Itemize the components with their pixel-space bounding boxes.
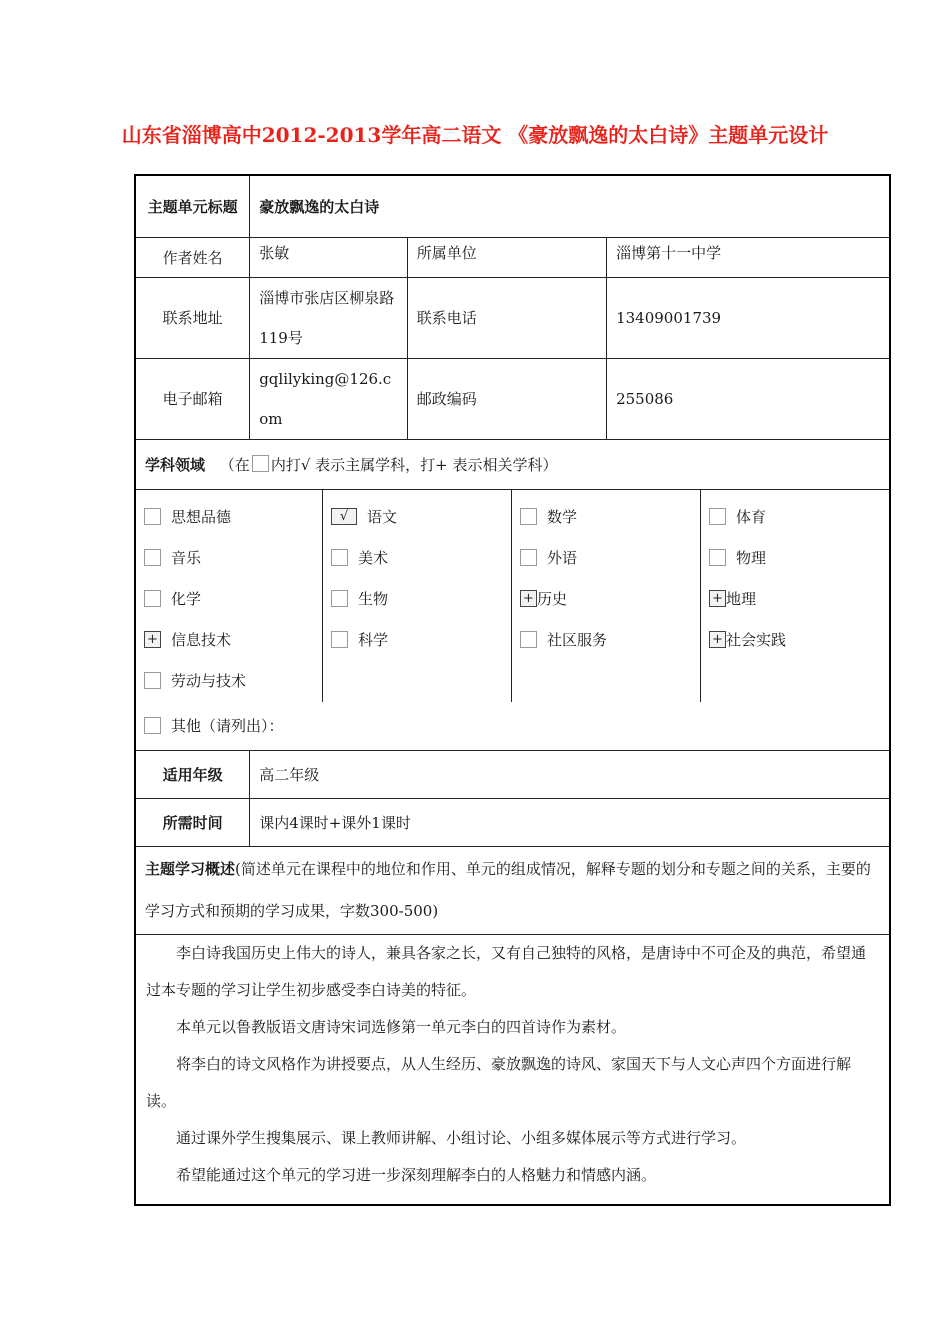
- subject-item: [512, 496, 700, 537]
- subject-item: [136, 496, 322, 537]
- subject-item: [701, 619, 889, 660]
- subject-label: 科学: [358, 630, 389, 649]
- overview-hint: (简述单元在课程中的地位和作用、单元的组成情况，解释专题的划分和专题之间的关系，主要的学习方式和预期的学习成果，字数300-500): [145, 860, 871, 920]
- subject-item: [323, 578, 511, 619]
- time-value: 课内4课时+课外1课时: [250, 798, 890, 846]
- subject-label: 地理: [726, 589, 757, 608]
- unit-title-value: 豪放飘逸的太白诗: [250, 175, 890, 237]
- phone-label: 联系电话: [407, 277, 606, 358]
- subject-label: 美术: [358, 548, 389, 567]
- subject-label: 物理: [736, 548, 767, 567]
- subject-checkbox[interactable]: [709, 508, 726, 525]
- subject-item: [323, 496, 511, 537]
- subject-checkbox[interactable]: [520, 549, 537, 566]
- subject-item: [512, 619, 700, 660]
- email-label: 电子邮箱: [135, 358, 250, 439]
- subject-item: [136, 619, 322, 660]
- address-label: 联系地址: [135, 277, 250, 358]
- org-label: 所属单位: [407, 237, 606, 277]
- subject-column: [700, 490, 889, 702]
- overview-paragraph: 将李白的诗文风格作为讲授要点，从人生经历、豪放飘逸的诗风、家国天下与人文心声四个方面进行解读。: [146, 1054, 852, 1110]
- subject-item: [701, 578, 889, 619]
- grade-value: 高二年级: [250, 750, 890, 798]
- subject-label: 数学: [547, 507, 578, 526]
- time-label: 所需时间: [135, 798, 250, 846]
- subject-label: 体育: [736, 507, 767, 526]
- subject-hint-pre: （在: [219, 455, 250, 474]
- unit-title-label: 主题单元标题: [135, 175, 250, 237]
- subject-checkbox[interactable]: [144, 590, 161, 607]
- subject-label: 化学: [171, 589, 202, 608]
- checkbox-icon: [252, 455, 269, 472]
- subject-item: [701, 496, 889, 537]
- subject-label: 社会实践: [726, 630, 787, 649]
- overview-paragraph: 本单元以鲁教版语文唐诗宋词选修第一单元李白的四首诗作为素材。: [176, 1017, 627, 1036]
- subject-item: [136, 578, 322, 619]
- subject-checkbox[interactable]: [331, 549, 348, 566]
- subject-checkbox[interactable]: [709, 549, 726, 566]
- subject-item: [323, 537, 511, 578]
- author-value: 张敏: [250, 237, 408, 277]
- subject-label: 语文: [367, 507, 398, 526]
- subject-item: [136, 537, 322, 578]
- subject-checkbox[interactable]: [331, 631, 348, 648]
- unit-design-table: [134, 174, 891, 1206]
- other-label: 其他（请列出）：: [171, 717, 284, 735]
- subject-checkbox[interactable]: +: [709, 590, 726, 607]
- subject-item: [512, 578, 700, 619]
- subject-label: 信息技术: [171, 630, 232, 649]
- subject-item: [136, 660, 322, 701]
- grade-label: 适用年级: [135, 750, 250, 798]
- subject-hint-post: 内打√ 表示主属学科，打+ 表示相关学科）: [270, 455, 558, 474]
- postcode-value: 255086: [607, 358, 890, 439]
- overview-paragraph: 通过课外学生搜集展示、课上教师讲解、小组讨论、小组多媒体展示等方式进行学习。: [176, 1128, 747, 1147]
- subject-checkbox[interactable]: [144, 549, 161, 566]
- subject-checkbox[interactable]: +: [520, 590, 537, 607]
- subject-column: [136, 490, 322, 702]
- subject-item: [701, 537, 889, 578]
- subject-checkbox[interactable]: [520, 631, 537, 648]
- overview-body: [135, 934, 890, 1205]
- subject-checkbox[interactable]: +: [709, 631, 726, 648]
- subject-item: [512, 537, 700, 578]
- subject-checkbox[interactable]: [144, 508, 161, 525]
- subject-item: [323, 619, 511, 660]
- subject-column: [322, 490, 511, 702]
- subject-checkbox[interactable]: [331, 590, 348, 607]
- document-title: 山东省淄博高中2012-2013学年高二语文 《豪放飘逸的太白诗》主题单元设计: [121, 123, 829, 147]
- author-label: 作者姓名: [135, 237, 250, 277]
- phone-value: 13409001739: [607, 277, 890, 358]
- subject-label: 学科领域: [145, 455, 206, 474]
- subject-label: 音乐: [171, 548, 202, 567]
- subject-checkbox[interactable]: +: [144, 631, 161, 648]
- overview-header: [135, 846, 890, 934]
- subject-checkbox-grid: [136, 490, 889, 702]
- subject-label: 生物: [358, 589, 389, 608]
- postcode-label: 邮政编码: [407, 358, 606, 439]
- subject-column: [511, 490, 700, 702]
- email-value: gqlilyking@126.com: [250, 358, 408, 439]
- overview-label: 主题学习概述: [145, 860, 236, 878]
- subject-label: 外语: [547, 548, 578, 567]
- other-subject-row: [136, 702, 889, 750]
- address-value: 淄博市张店区柳泉路119号: [250, 277, 408, 358]
- overview-paragraph: 李白诗我国历史上伟大的诗人，兼具各家之长，又有自己独特的风格，是唐诗中不可企及的典范，希望通过本专题的学习让学生初步感受李白诗美的特征。: [146, 943, 867, 999]
- org-value: 淄博第十一中学: [607, 237, 890, 277]
- subject-label: 思想品德: [171, 507, 232, 526]
- subject-label: 劳动与技术: [171, 671, 247, 690]
- overview-paragraph: 希望能通过这个单元的学习进一步深刻理解李白的人格魅力和情感内涵。: [176, 1165, 657, 1184]
- subject-label: 社区服务: [547, 630, 608, 649]
- subject-checkbox[interactable]: [520, 508, 537, 525]
- subject-header: [135, 439, 890, 489]
- subject-checkbox[interactable]: √: [331, 508, 357, 525]
- subject-label: 历史: [537, 589, 568, 608]
- subject-checkbox[interactable]: [144, 672, 161, 689]
- other-checkbox[interactable]: [144, 717, 161, 734]
